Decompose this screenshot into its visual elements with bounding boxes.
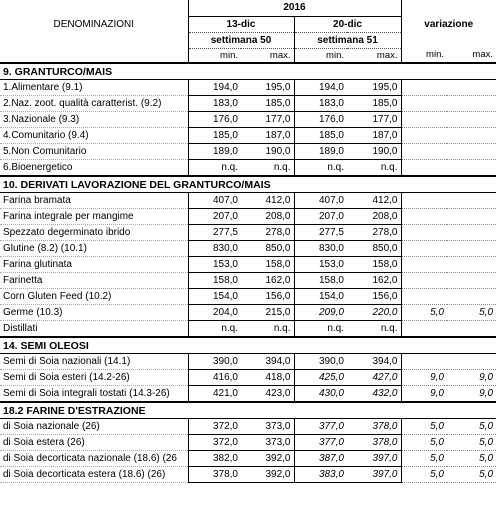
cell-min-20dic: 207,0 <box>294 209 347 225</box>
cell-variazione-min <box>401 241 447 257</box>
cell-min-20dic: 189,0 <box>294 144 347 160</box>
cell-min-13dic: n.q. <box>188 321 241 337</box>
table-row <box>0 241 496 257</box>
cell-max-20dic: n.q. <box>347 321 401 337</box>
cell-min-13dic: 194,0 <box>188 80 241 96</box>
row-label: Corn Gluten Feed (10.2) <box>0 289 188 305</box>
cell-variazione-max <box>447 241 496 257</box>
cell-min-20dic: 183,0 <box>294 96 347 112</box>
table-row <box>0 451 496 467</box>
cell-min-20dic: 383,0 <box>294 467 347 483</box>
cell-variazione-max <box>447 209 496 225</box>
table-row <box>0 160 496 176</box>
table-row <box>0 467 496 483</box>
cell-max-13dic: 187,0 <box>241 128 294 144</box>
row-label: Farina bramata <box>0 193 188 209</box>
max-header-1: max. <box>241 48 294 63</box>
table-row <box>0 354 496 370</box>
cell-variazione-max <box>447 354 496 370</box>
cell-min-20dic: 176,0 <box>294 112 347 128</box>
cell-min-13dic: 378,0 <box>188 467 241 483</box>
row-label: 4.Comunitario (9.4) <box>0 128 188 144</box>
cell-min-13dic: 421,0 <box>188 386 241 402</box>
cell-variazione-min <box>401 354 447 370</box>
cell-variazione-min <box>401 96 447 112</box>
cell-max-20dic: 208,0 <box>347 209 401 225</box>
cell-variazione-max <box>447 225 496 241</box>
row-label: di Soia decorticata estera (18.6) (26) <box>0 467 188 483</box>
cell-max-20dic: 394,0 <box>347 354 401 370</box>
cell-max-13dic: 392,0 <box>241 451 294 467</box>
cell-min-13dic: 153,0 <box>188 257 241 273</box>
table-row <box>0 112 496 128</box>
cell-min-20dic: 425,0 <box>294 370 347 386</box>
cell-variazione-min <box>401 128 447 144</box>
cell-min-13dic: 407,0 <box>188 193 241 209</box>
cell-variazione-max: 9,0 <box>447 370 496 386</box>
row-label: 1.Alimentare (9.1) <box>0 80 188 96</box>
cell-variazione-max <box>447 80 496 96</box>
table-row <box>0 370 496 386</box>
cell-variazione-max <box>447 160 496 176</box>
cell-max-13dic: 373,0 <box>241 435 294 451</box>
cell-min-13dic: 372,0 <box>188 419 241 435</box>
cell-max-13dic: 162,0 <box>241 273 294 289</box>
cell-max-13dic: 215,0 <box>241 305 294 321</box>
cell-min-20dic: 377,0 <box>294 435 347 451</box>
cell-min-13dic: 390,0 <box>188 354 241 370</box>
cell-min-13dic: 207,0 <box>188 209 241 225</box>
table-row <box>0 386 496 402</box>
cell-min-13dic: 185,0 <box>188 128 241 144</box>
row-label: di Soia estera (26) <box>0 435 188 451</box>
cell-min-13dic: 416,0 <box>188 370 241 386</box>
cell-min-20dic: 387,0 <box>294 451 347 467</box>
row-label: Semi di Soia nazionali (14.1) <box>0 354 188 370</box>
cell-min-13dic: 277,5 <box>188 225 241 241</box>
row-label: 2.Naz. zoot. qualità caratterist. (9.2) <box>0 96 188 112</box>
cell-min-20dic: 830,0 <box>294 241 347 257</box>
cell-variazione-min: 5,0 <box>401 451 447 467</box>
cell-min-13dic: 372,0 <box>188 435 241 451</box>
cell-min-20dic: 154,0 <box>294 289 347 305</box>
row-label: 6.Bioenergetico <box>0 160 188 176</box>
min-header-1: min. <box>220 49 238 61</box>
minmax-label-spacer <box>0 48 188 63</box>
cell-variazione-max <box>447 193 496 209</box>
cell-min-13dic: 830,0 <box>188 241 241 257</box>
cell-min-20dic: 153,0 <box>294 257 347 273</box>
cell-variazione-min <box>401 144 447 160</box>
cell-variazione-max <box>447 128 496 144</box>
cell-variazione-min <box>401 225 447 241</box>
table-row <box>0 144 496 160</box>
cell-min-13dic: n.q. <box>188 160 241 176</box>
max-header-var: max. <box>472 49 494 61</box>
table-row <box>0 305 496 321</box>
cell-variazione-max <box>447 289 496 305</box>
cell-variazione-min <box>401 273 447 289</box>
cell-min-20dic: n.q. <box>294 160 347 176</box>
table-row <box>0 435 496 451</box>
cell-max-20dic: 427,0 <box>347 370 401 386</box>
cell-variazione-max: 5,0 <box>447 435 496 451</box>
cell-max-13dic: 190,0 <box>241 144 294 160</box>
cell-variazione-max: 5,0 <box>447 305 496 321</box>
row-label: 5.Non Comunitario <box>0 144 188 160</box>
cell-max-13dic: 158,0 <box>241 257 294 273</box>
cell-max-20dic: 378,0 <box>347 419 401 435</box>
table-row <box>0 321 496 337</box>
row-label: Glutine (8.2) (10.1) <box>0 241 188 257</box>
table-row <box>0 193 496 209</box>
row-label: Farina glutinata <box>0 257 188 273</box>
table-row <box>0 419 496 435</box>
section-title: 9. GRANTURCO/MAIS <box>0 63 496 80</box>
cell-min-20dic: 430,0 <box>294 386 347 402</box>
date1-header: 13-dic <box>188 16 294 32</box>
cell-variazione-min <box>401 112 447 128</box>
cell-max-13dic: 394,0 <box>241 354 294 370</box>
cell-variazione-min <box>401 321 447 337</box>
cell-variazione-min <box>401 289 447 305</box>
section-title: 18.2 FARINE D'ESTRAZIONE <box>0 402 496 419</box>
cell-variazione-min: 9,0 <box>401 386 447 402</box>
cell-min-20dic: 377,0 <box>294 419 347 435</box>
cell-variazione-min <box>401 209 447 225</box>
cell-min-20dic: 185,0 <box>294 128 347 144</box>
cell-min-13dic: 176,0 <box>188 112 241 128</box>
cell-min-13dic: 154,0 <box>188 289 241 305</box>
section-title: 10. DERIVATI LAVORAZIONE DEL GRANTURCO/MAIS <box>0 176 496 193</box>
row-label: di Soia decorticata nazionale (18.6) (26 <box>0 451 188 467</box>
denominazioni-header: DENOMINAZIONI <box>0 0 188 48</box>
cell-max-20dic: 397,0 <box>347 467 401 483</box>
date2-header: 20-dic <box>294 16 401 32</box>
section-row <box>0 337 496 354</box>
cell-max-20dic: 397,0 <box>347 451 401 467</box>
cell-max-13dic: 278,0 <box>241 225 294 241</box>
cell-min-20dic: 194,0 <box>294 80 347 96</box>
cell-max-20dic: n.q. <box>347 160 401 176</box>
row-label: 3.Nazionale (9.3) <box>0 112 188 128</box>
cell-max-13dic: 850,0 <box>241 241 294 257</box>
table-row <box>0 225 496 241</box>
cell-min-13dic: 158,0 <box>188 273 241 289</box>
cell-min-13dic: 204,0 <box>188 305 241 321</box>
cell-max-13dic: 208,0 <box>241 209 294 225</box>
row-label: Distillati <box>0 321 188 337</box>
cell-variazione-min <box>401 257 447 273</box>
cell-max-13dic: 195,0 <box>241 80 294 96</box>
variazione-header: variazione <box>424 18 474 30</box>
cell-max-13dic: 177,0 <box>241 112 294 128</box>
week1-header: settimana 50 <box>188 32 294 48</box>
section-row <box>0 176 496 193</box>
cell-max-20dic: 156,0 <box>347 289 401 305</box>
table-row <box>0 209 496 225</box>
cell-min-20dic: 158,0 <box>294 273 347 289</box>
section-row <box>0 402 496 419</box>
row-label: Semi di Soia integrali tostati (14.3-26) <box>0 386 188 402</box>
cell-max-20dic: 190,0 <box>347 144 401 160</box>
cell-max-20dic: 378,0 <box>347 435 401 451</box>
cell-variazione-max <box>447 273 496 289</box>
cell-variazione-max <box>447 257 496 273</box>
cell-variazione-max <box>447 321 496 337</box>
cell-min-20dic: n.q. <box>294 321 347 337</box>
cell-max-13dic: n.q. <box>241 160 294 176</box>
cell-variazione-max <box>447 112 496 128</box>
cell-max-20dic: 158,0 <box>347 257 401 273</box>
cell-max-13dic: 156,0 <box>241 289 294 305</box>
section-title: 14. SEMI OLEOSI <box>0 337 496 354</box>
cell-max-20dic: 278,0 <box>347 225 401 241</box>
cell-variazione-min <box>401 193 447 209</box>
cell-variazione-max <box>447 144 496 160</box>
table-row <box>0 128 496 144</box>
cell-max-20dic: 187,0 <box>347 128 401 144</box>
week2-header: settimana 51 <box>294 32 401 48</box>
cell-min-13dic: 183,0 <box>188 96 241 112</box>
table-row <box>0 289 496 305</box>
row-label: di Soia nazionale (26) <box>0 419 188 435</box>
min-header-var: min. <box>426 49 444 61</box>
cell-max-20dic: 185,0 <box>347 96 401 112</box>
cell-min-20dic: 277,5 <box>294 225 347 241</box>
row-label: Farinetta <box>0 273 188 289</box>
cell-max-20dic: 432,0 <box>347 386 401 402</box>
cell-variazione-max <box>447 96 496 112</box>
section-row <box>0 63 496 80</box>
row-label: Spezzato degerminato ibrido <box>0 225 188 241</box>
cell-variazione-max: 5,0 <box>447 419 496 435</box>
table-row <box>0 80 496 96</box>
cell-min-20dic: 209,0 <box>294 305 347 321</box>
row-label: Farina integrale per mangime <box>0 209 188 225</box>
min-header-2: min. <box>326 49 344 61</box>
cell-variazione-min <box>401 160 447 176</box>
cell-variazione-min: 5,0 <box>401 305 447 321</box>
cell-max-13dic: n.q. <box>241 321 294 337</box>
cell-max-20dic: 220,0 <box>347 305 401 321</box>
table-row <box>0 257 496 273</box>
cell-max-13dic: 412,0 <box>241 193 294 209</box>
table-row <box>0 273 496 289</box>
table-row <box>0 96 496 112</box>
cell-max-13dic: 373,0 <box>241 419 294 435</box>
cell-variazione-max: 5,0 <box>447 467 496 483</box>
year-header: 2016 <box>188 0 401 16</box>
cell-min-13dic: 189,0 <box>188 144 241 160</box>
cell-max-20dic: 195,0 <box>347 80 401 96</box>
cell-variazione-min <box>401 80 447 96</box>
cell-variazione-min: 5,0 <box>401 435 447 451</box>
cell-min-20dic: 407,0 <box>294 193 347 209</box>
cell-max-13dic: 418,0 <box>241 370 294 386</box>
cell-variazione-min: 9,0 <box>401 370 447 386</box>
cell-max-13dic: 185,0 <box>241 96 294 112</box>
cell-min-13dic: 382,0 <box>188 451 241 467</box>
cell-max-20dic: 412,0 <box>347 193 401 209</box>
cell-variazione-max: 5,0 <box>447 451 496 467</box>
cell-variazione-min: 5,0 <box>401 419 447 435</box>
cell-max-20dic: 162,0 <box>347 273 401 289</box>
cell-max-20dic: 850,0 <box>347 241 401 257</box>
cell-min-20dic: 390,0 <box>294 354 347 370</box>
row-label: Germe (10.3) <box>0 305 188 321</box>
cell-max-13dic: 423,0 <box>241 386 294 402</box>
row-label: Semi di Soia esteri (14.2-26) <box>0 370 188 386</box>
cell-max-13dic: 392,0 <box>241 467 294 483</box>
cell-max-20dic: 177,0 <box>347 112 401 128</box>
max-header-2: max. <box>347 48 401 63</box>
cell-variazione-min: 5,0 <box>401 467 447 483</box>
cell-variazione-max: 9,0 <box>447 386 496 402</box>
